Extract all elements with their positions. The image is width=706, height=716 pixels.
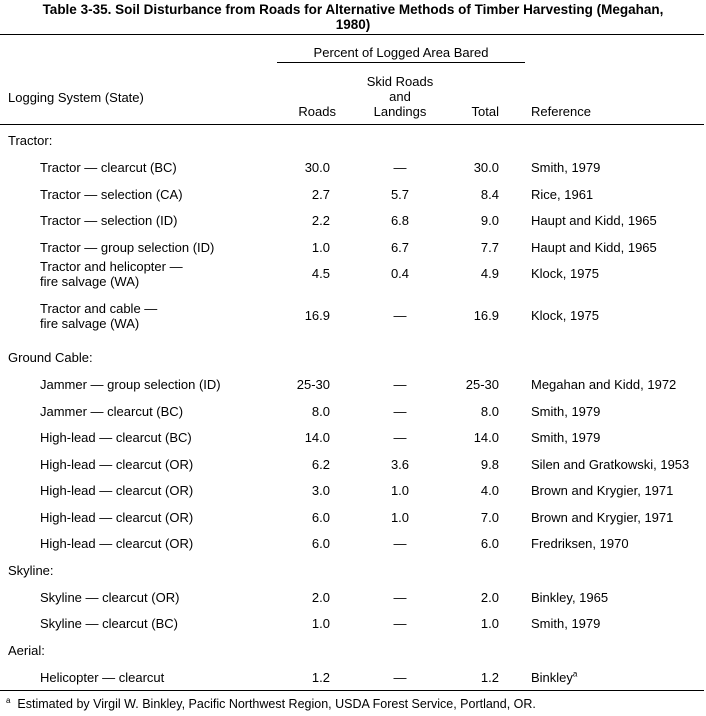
cell-total: 8.4: [480, 186, 499, 202]
cell-logging-system: Tractor — group selection (ID): [40, 239, 215, 255]
table-title-line2: 1980): [335, 17, 371, 32]
cell-roads: 1.0: [311, 616, 330, 631]
cell-roads: 1.0: [311, 239, 330, 255]
cell-reference: Megahan and Kidd, 1972: [531, 377, 677, 392]
cell-reference: Brown and Krygier, 1971: [531, 509, 674, 525]
header-skid-line2: and: [389, 89, 411, 104]
cell-skid-roads: —: [393, 308, 407, 323]
cell-roads: 8.0: [311, 403, 330, 419]
footnote-mark: a: [6, 695, 11, 705]
cell-reference: Binkley: [531, 669, 573, 685]
cell-total: 16.9: [473, 308, 499, 323]
cell-reference: Klock, 1975: [531, 266, 599, 281]
cell-skid-roads: 6.7: [390, 239, 410, 255]
cell-roads: 2.2: [311, 213, 330, 228]
cell-logging-system-cont: fire salvage (WA): [40, 316, 140, 331]
cell-logging-system: Skyline — clearcut (OR): [40, 589, 180, 605]
group-header-rule: [277, 62, 525, 63]
cell-roads: 6.0: [311, 536, 330, 551]
header-roads: Roads: [298, 104, 336, 119]
section-header: Tractor:: [8, 133, 53, 148]
cell-reference: Rice, 1961: [531, 186, 594, 202]
cell-total: 7.0: [480, 509, 499, 525]
cell-roads: 25-30: [296, 377, 330, 392]
cell-skid-roads: —: [393, 536, 407, 551]
footnote-text: Estimated by Virgil W. Binkley, Pacific Northwest Region, USDA Forest Service, Portland, OR.: [17, 697, 536, 711]
cell-logging-system: Skyline — clearcut (BC): [40, 616, 178, 631]
cell-total: 25-30: [465, 377, 499, 392]
cell-skid-roads: 0.4: [390, 266, 410, 281]
cell-logging-system: Tractor — clearcut (BC): [40, 160, 177, 175]
cell-reference-wrap: [531, 670, 577, 685]
cell-roads: 30.0: [304, 160, 330, 175]
cell-skid-roads: 5.7: [390, 186, 410, 202]
cell-total: 7.7: [480, 239, 499, 255]
header-group-label: Percent of Logged Area Bared: [313, 45, 489, 60]
cell-total: 14.0: [473, 430, 499, 445]
cell-logging-system: Tractor and helicopter —: [40, 259, 183, 274]
header-skid-roads: [355, 74, 445, 119]
section-header: Skyline:: [8, 562, 54, 578]
cell-total: 6.0: [480, 536, 499, 551]
cell-logging-system: High-lead — clearcut (OR): [40, 509, 194, 525]
cell-skid-roads: —: [393, 616, 407, 631]
cell-logging-system: Tractor — selection (CA): [40, 186, 183, 202]
cell-skid-roads: 1.0: [390, 509, 410, 525]
cell-reference: Haupt and Kidd, 1965: [531, 213, 657, 228]
cell-total: 4.9: [480, 266, 499, 281]
cell-logging-system: High-lead — clearcut (OR): [40, 456, 194, 472]
header-bottom-rule: [0, 124, 704, 125]
cell-roads: 14.0: [304, 430, 330, 445]
bottom-rule: [0, 690, 704, 691]
cell-total: 9.0: [480, 213, 499, 228]
cell-roads: 6.0: [311, 509, 330, 525]
cell-skid-roads: —: [393, 377, 407, 392]
cell-reference: Binkley, 1965: [531, 589, 609, 605]
cell-skid-roads: —: [393, 160, 407, 175]
cell-skid-roads: 6.8: [390, 213, 410, 228]
cell-logging-system: Tractor and cable —: [40, 301, 158, 316]
cell-roads: 6.2: [311, 456, 330, 472]
cell-logging-system: Helicopter — clearcut: [40, 669, 165, 685]
table-title-line1: Table 3-35. Soil Disturbance from Roads for Alternative Methods of Timber Harvesting (Megahan,: [42, 2, 664, 17]
cell-skid-roads: 1.0: [390, 483, 410, 498]
cell-total: 9.8: [480, 456, 499, 472]
cell-reference: Silen and Gratkowski, 1953: [531, 456, 690, 472]
cell-skid-roads: —: [393, 669, 407, 685]
footnote: [6, 697, 536, 712]
cell-reference: Smith, 1979: [531, 403, 601, 419]
cell-roads: 3.0: [311, 483, 330, 498]
cell-reference: Haupt and Kidd, 1965: [531, 239, 657, 255]
cell-total: 30.0: [473, 160, 499, 175]
cell-logging-system: Tractor — selection (ID): [40, 213, 178, 228]
cell-skid-roads: —: [393, 589, 407, 605]
header-skid-line3: Landings: [373, 104, 427, 119]
cell-logging-system: High-lead — clearcut (OR): [40, 536, 194, 551]
cell-roads: 2.0: [311, 589, 330, 605]
cell-reference: Smith, 1979: [531, 160, 601, 175]
cell-reference: Smith, 1979: [531, 430, 601, 445]
cell-total: 2.0: [480, 589, 499, 605]
cell-reference: Klock, 1975: [531, 308, 599, 323]
cell-skid-roads: —: [393, 430, 407, 445]
cell-total: 1.0: [480, 616, 499, 631]
section-header: Ground Cable:: [8, 350, 93, 365]
header-reference: Reference: [531, 104, 591, 119]
section-header: Aerial:: [8, 642, 45, 658]
cell-total: 4.0: [480, 483, 499, 498]
cell-total: 8.0: [480, 403, 499, 419]
cell-reference: Fredriksen, 1970: [531, 536, 629, 551]
header-skid-line1: Skid Roads: [366, 74, 434, 89]
reference-footnote-mark: a: [572, 669, 578, 679]
cell-logging-system: High-lead — clearcut (BC): [40, 430, 192, 445]
cell-logging-system-cont: fire salvage (WA): [40, 274, 140, 289]
cell-total: 1.2: [480, 669, 499, 685]
cell-skid-roads: 3.6: [390, 456, 410, 472]
cell-logging-system: Jammer — clearcut (BC): [40, 403, 184, 419]
top-rule: [0, 34, 704, 35]
table-title: [0, 2, 706, 32]
cell-logging-system: Jammer — group selection (ID): [40, 377, 221, 392]
cell-reference: Smith, 1979: [531, 616, 601, 631]
cell-roads: 1.2: [311, 669, 330, 685]
cell-logging-system: High-lead — clearcut (OR): [40, 483, 194, 498]
header-logging-system: Logging System (State): [8, 90, 144, 105]
cell-skid-roads: —: [393, 403, 407, 419]
cell-reference: Brown and Krygier, 1971: [531, 483, 674, 498]
cell-roads: 4.5: [311, 266, 330, 281]
header-total: Total: [471, 104, 499, 119]
cell-roads: 2.7: [311, 186, 330, 202]
cell-roads: 16.9: [304, 308, 330, 323]
